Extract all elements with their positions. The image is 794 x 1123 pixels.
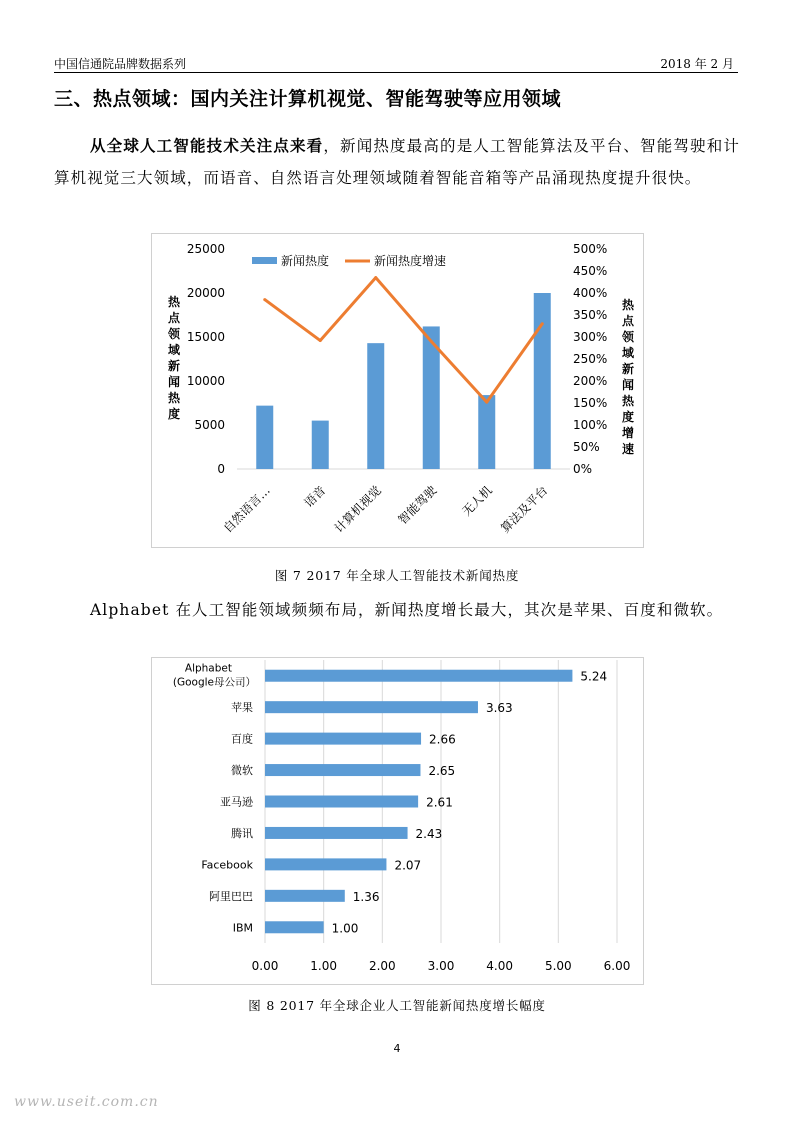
bar-data-label: 1.36 <box>352 889 380 904</box>
y-category-label: Facebook <box>201 858 253 872</box>
y-category-label: IBM <box>232 921 253 935</box>
header-series-title: 中国信通院品牌数据系列 <box>54 57 187 71</box>
y-category-label: Alphabet <box>184 662 232 675</box>
bar-news-heat <box>312 421 329 469</box>
x-category-label: 算法及平台 <box>498 483 551 536</box>
bar-growth <box>265 796 418 808</box>
paragraph-lead-bold: 从全球人工智能技术关注点来看 <box>90 136 324 155</box>
y2-tick-label: 400% <box>573 286 608 300</box>
bar-growth <box>265 764 420 776</box>
y2-tick-label: 500% <box>573 242 608 256</box>
y2-tick-label: 50% <box>573 440 600 454</box>
legend-label-line: 新闻热度增速 <box>374 254 447 268</box>
bar-news-heat <box>367 343 384 469</box>
x-tick-label: 0.00 <box>251 959 279 973</box>
y2-tick-label: 150% <box>573 396 608 410</box>
y2-tick-label: 350% <box>573 308 608 322</box>
y-tick-label: 25000 <box>186 242 225 256</box>
bar-data-label: 5.24 <box>580 669 608 684</box>
bar-growth <box>265 827 408 839</box>
x-category-label: 语音 <box>301 483 329 511</box>
bar-growth <box>265 858 386 870</box>
y2-tick-label: 0% <box>573 462 593 476</box>
line-heat-growth <box>265 278 543 403</box>
x-category-label: 无人机 <box>459 483 495 519</box>
y-axis-title: 热点领域新闻热度 <box>167 295 181 421</box>
bar-data-label: 1.00 <box>331 921 359 936</box>
figure-7-caption: 图 7 2017 年全球人工智能技术新闻热度 <box>274 568 520 583</box>
x-tick-label: 5.00 <box>544 959 572 973</box>
paragraph-tech-focus <box>54 130 740 194</box>
bar-growth <box>265 733 421 745</box>
bar-data-label: 2.65 <box>428 764 456 779</box>
y-category-label: 百度 <box>231 732 253 746</box>
y2-tick-label: 250% <box>573 352 608 366</box>
x-category-label: 自然语言… <box>220 483 273 536</box>
hbar-chart-svg <box>152 658 643 984</box>
header-date: 2018 年 2 月 <box>660 57 734 71</box>
x-tick-label: 1.00 <box>310 959 338 973</box>
y-tick-label: 5000 <box>194 418 225 432</box>
line-point <box>541 322 544 325</box>
y-category-label: 苹果 <box>231 701 253 715</box>
y2-axis-title: 热点领域新闻热度增速 <box>621 298 635 456</box>
bar-data-label: 2.66 <box>429 732 456 747</box>
chart-tech-news-heat <box>151 233 644 548</box>
bar-news-heat <box>256 406 273 469</box>
y2-tick-label: 200% <box>573 374 608 388</box>
combo-chart-svg <box>152 234 643 547</box>
section-title: 三、热点领域：国内关注计算机视觉、智能驾驶等应用领域 <box>54 88 562 110</box>
bar-data-label: 2.43 <box>415 826 443 841</box>
line-point <box>319 339 322 342</box>
bar-data-label: 2.61 <box>426 795 453 810</box>
header-divider <box>54 72 738 73</box>
bar-growth <box>265 890 345 902</box>
x-tick-label: 2.00 <box>368 959 396 973</box>
watermark-text: www.useit.com.cn <box>14 1094 159 1110</box>
y2-tick-label: 450% <box>573 264 608 278</box>
line-point <box>485 401 488 404</box>
bar-data-label: 2.07 <box>394 858 422 873</box>
x-category-label: 智能驾驶 <box>395 483 440 528</box>
y-tick-label: 15000 <box>186 330 225 344</box>
y-tick-label: 10000 <box>186 374 225 388</box>
y-category-label: 阿里巴巴 <box>209 889 253 903</box>
line-point <box>374 276 377 279</box>
bar-growth <box>265 670 572 682</box>
y-category-label: 腾讯 <box>231 826 253 840</box>
y-category-label: 微软 <box>231 764 253 778</box>
legend-label-bar: 新闻热度 <box>281 254 330 268</box>
y2-tick-label: 100% <box>573 418 608 432</box>
x-tick-label: 6.00 <box>603 959 631 973</box>
paragraph-body: ，新闻热度最高的是人工智能算法及平台、智能驾驶和计算机视觉三大领域，而语音、自然语言处理领域随着智能音箱等产品涌现热度提升很快。 <box>54 137 740 187</box>
paragraph-alphabet: Alphabet 在人工智能领域频频布局，新闻热度增长最大，其次是苹果、百度和微软。 <box>90 601 724 619</box>
line-point <box>430 340 433 343</box>
x-category-label: 计算机视觉 <box>331 483 384 536</box>
y-tick-label: 0 <box>217 462 225 476</box>
y-tick-label: 20000 <box>186 286 225 300</box>
bar-growth <box>265 921 324 933</box>
chart-company-growth <box>151 657 644 985</box>
legend-swatch-bar <box>252 257 277 264</box>
y2-tick-label: 300% <box>573 330 608 344</box>
figure-8-caption: 图 8 2017 年全球企业人工智能新闻热度增长幅度 <box>248 998 546 1013</box>
bar-growth <box>265 701 478 713</box>
y-category-label: (Google母公司） <box>172 676 256 689</box>
bar-news-heat <box>478 395 495 469</box>
y-category-label: 亚马逊 <box>220 795 253 809</box>
x-tick-label: 4.00 <box>486 959 514 973</box>
bar-news-heat <box>534 293 551 469</box>
page-number: 4 <box>393 1042 401 1055</box>
bar-data-label: 3.63 <box>485 701 513 716</box>
line-point <box>263 298 266 301</box>
x-tick-label: 3.00 <box>427 959 455 973</box>
